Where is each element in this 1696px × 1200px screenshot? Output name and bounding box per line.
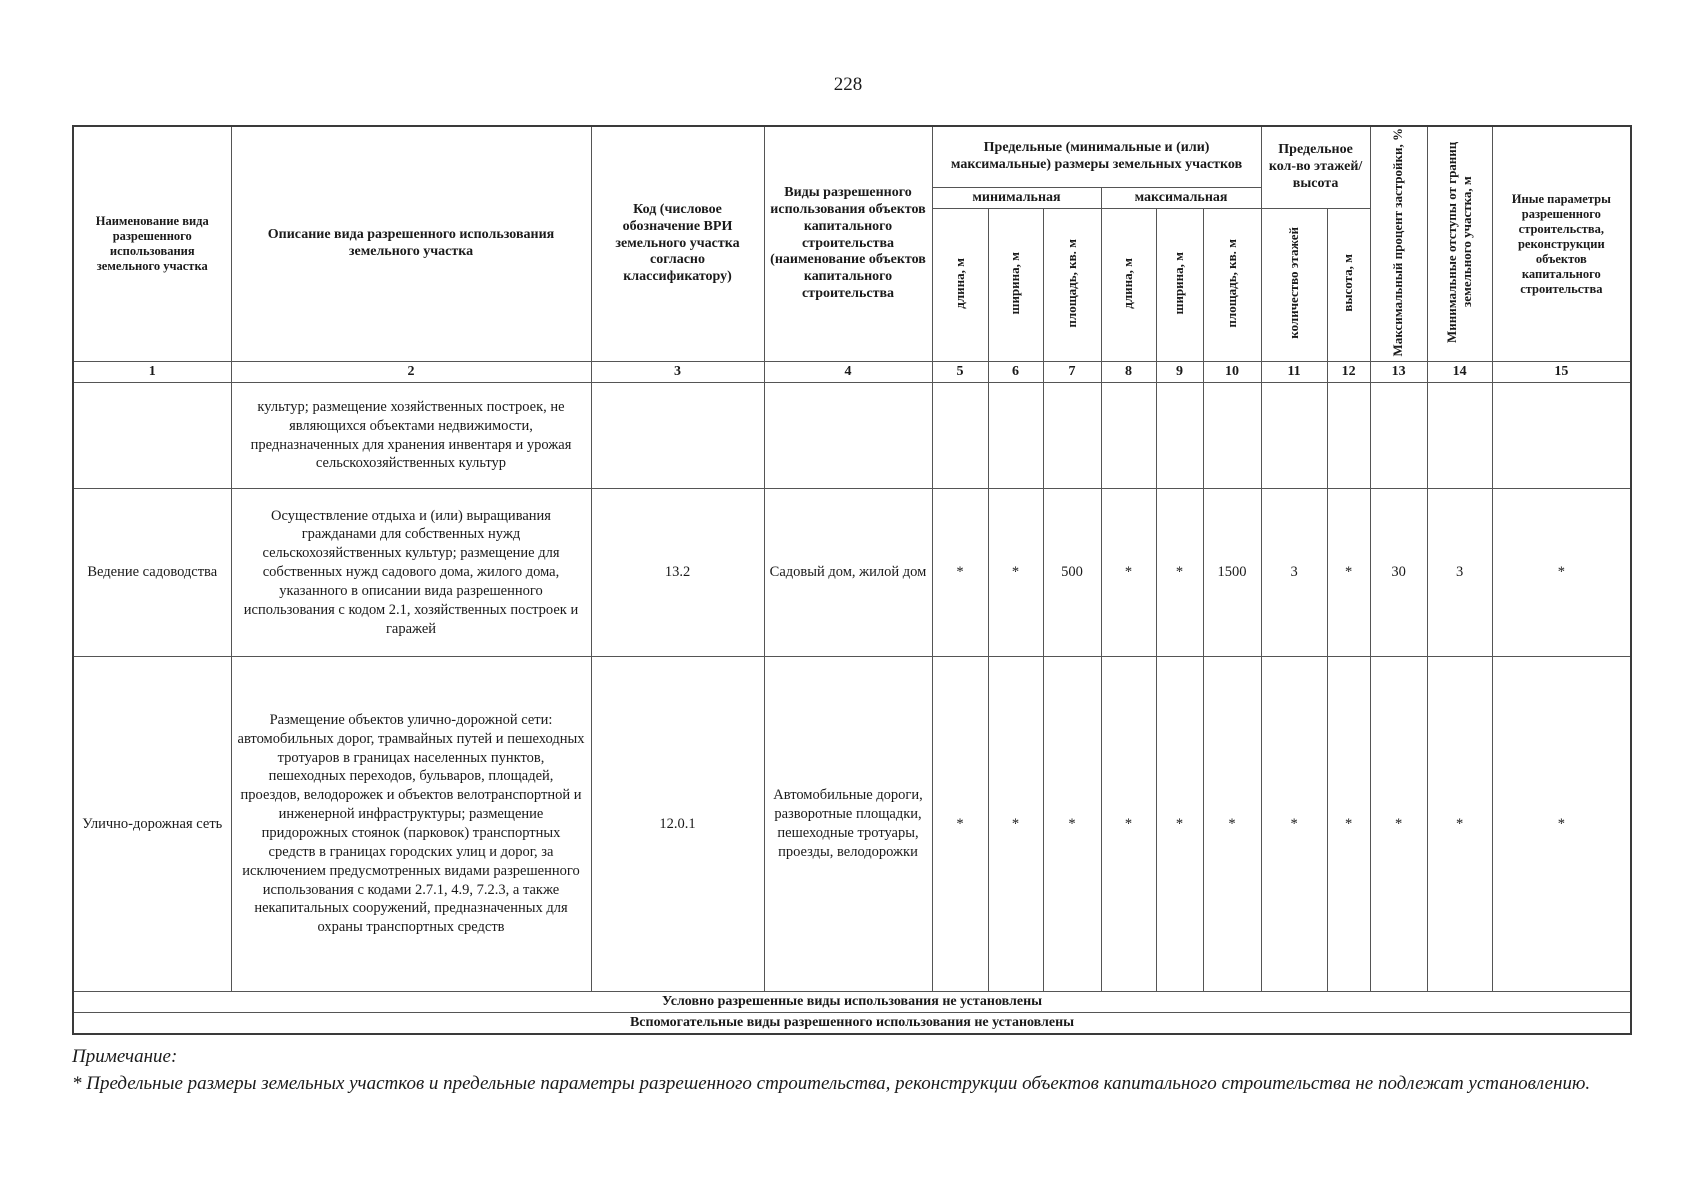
column-number: 4 [764, 362, 932, 383]
row-value: * [932, 489, 988, 657]
row-name [73, 383, 231, 489]
row-value: * [1327, 489, 1370, 657]
row-value: * [1427, 657, 1492, 992]
row-value: * [1327, 657, 1370, 992]
row-value: * [1261, 657, 1327, 992]
header-description: Описание вида разрешенного использования земельного участка [231, 126, 591, 362]
row-value: * [1492, 489, 1631, 657]
footnote-title: Примечание: [72, 1046, 178, 1067]
row-value: * [1492, 657, 1631, 992]
header-row-1 [73, 126, 1631, 188]
row-value [932, 383, 988, 489]
column-number: 10 [1203, 362, 1261, 383]
row-value: 3 [1261, 489, 1327, 657]
column-number: 14 [1427, 362, 1492, 383]
row-code: 12.0.1 [591, 657, 764, 992]
column-numbers-row [73, 362, 1631, 383]
row-value: 500 [1043, 489, 1101, 657]
column-number: 5 [932, 362, 988, 383]
header-code: Код (числовое обозначение ВРИ земельного участка согласно классификатору) [591, 126, 764, 362]
row-value [1327, 383, 1370, 489]
header-max-length: длина, м [1101, 209, 1156, 362]
header-max-percent: Максимальный процент застройки, % [1370, 126, 1427, 362]
column-number: 15 [1492, 362, 1631, 383]
column-number: 8 [1101, 362, 1156, 383]
header-min-length: длина, м [932, 209, 988, 362]
column-number: 3 [591, 362, 764, 383]
row-value: * [1156, 657, 1203, 992]
header-height: высота, м [1327, 209, 1370, 362]
row-value: * [988, 657, 1043, 992]
table-row [73, 657, 1631, 992]
row-value: * [988, 489, 1043, 657]
table-row [73, 383, 1631, 489]
row-description: культур; размещение хозяйственных построек, не являющихся объектами недвижимости, предназначенных для хранения инвентаря и урожая сельскохозяйственных культур [231, 383, 591, 489]
header-group-floors: Предельное кол-во этажей/ высота [1261, 126, 1370, 209]
column-number: 11 [1261, 362, 1327, 383]
column-number: 7 [1043, 362, 1101, 383]
header-floors-count: количество этажей [1261, 209, 1327, 362]
header-max-area: площадь, кв. м [1203, 209, 1261, 362]
header-group-min: минимальная [932, 188, 1101, 209]
row-value [1261, 383, 1327, 489]
header-min-setback: Минимальные отступы от границ земельного участка, м [1427, 126, 1492, 362]
row-value: * [1101, 657, 1156, 992]
row-description: Размещение объектов улично-дорожной сети: автомобильных дорог, трамвайных путей и пешеходных тротуаров в границах населенных пунктов, пешеходных переходов, бульваров, площадей, проездов, велодорожек и объектов велотранспортной и инженерной инфраструктуры; размещение придорожных стоянок (парковок) транспортных средств в границах городских улиц и дорог, за исключением предусмотренных видами разрешенного использования с кодами 2.7.1, 4.9, 7.2.3, а также некапитальных сооружений, предназначенных для охраны транспортных средств [231, 657, 591, 992]
row-value: * [932, 657, 988, 992]
header-objects: Виды разрешенного использования объектов капитального строительства (наименование объектов капитального строительства [764, 126, 932, 362]
row-value: * [1370, 657, 1427, 992]
conditional-use-note: Условно разрешенные виды использования не установлены [73, 992, 1631, 1013]
row-value: 30 [1370, 489, 1427, 657]
auxiliary-use-note: Вспомогательные виды разрешенного использования не установлены [73, 1013, 1631, 1035]
column-number: 12 [1327, 362, 1370, 383]
row-objects: Садовый дом, жилой дом [764, 489, 932, 657]
row-value [988, 383, 1043, 489]
table-row [73, 489, 1631, 657]
footnote-text: * Предельные размеры земельных участков и предельные параметры разрешенного строительства, реконструкции объектов капитального строительства не подлежат установлению. [72, 1072, 1591, 1094]
row-value: * [1043, 657, 1101, 992]
row-value: * [1203, 657, 1261, 992]
conditional-use-row [73, 992, 1631, 1013]
page-number: 228 [833, 74, 863, 95]
row-value [1492, 383, 1631, 489]
row-objects: Автомобильные дороги, разворотные площадки, пешеходные тротуары, проезды, велодорожки [764, 657, 932, 992]
row-value [1043, 383, 1101, 489]
row-name: Улично-дорожная сеть [73, 657, 231, 992]
footnote [72, 1044, 1632, 1097]
row-value [1427, 383, 1492, 489]
column-number: 2 [231, 362, 591, 383]
row-value: 3 [1427, 489, 1492, 657]
header-group-max: максимальная [1101, 188, 1261, 209]
column-number: 1 [73, 362, 231, 383]
header-group-sizes: Предельные (минимальные и (или) максимальные) размеры земельных участков [932, 126, 1261, 188]
column-number: 6 [988, 362, 1043, 383]
column-number: 13 [1370, 362, 1427, 383]
column-number: 9 [1156, 362, 1203, 383]
row-value [1101, 383, 1156, 489]
row-value: * [1156, 489, 1203, 657]
header-max-width: ширина, м [1156, 209, 1203, 362]
row-value [1156, 383, 1203, 489]
row-code: 13.2 [591, 489, 764, 657]
row-name: Ведение садоводства [73, 489, 231, 657]
land-use-table [72, 125, 1632, 1035]
header-name: Наименование вида разрешенного использования земельного участка [73, 126, 231, 362]
row-value [1370, 383, 1427, 489]
row-objects [764, 383, 932, 489]
row-description: Осуществление отдыха и (или) выращивания гражданами для собственных нужд сельскохозяйственных культур; размещение для собственных нужд садового дома, жилого дома, указанного в описании вида разрешенного использования с кодом 2.1, хозяйственных построек и гаражей [231, 489, 591, 657]
header-min-width: ширина, м [988, 209, 1043, 362]
header-other: Иные параметры разрешенного строительства, реконструкции объектов капитального строительства [1492, 126, 1631, 362]
auxiliary-use-row [73, 1013, 1631, 1035]
row-value: * [1101, 489, 1156, 657]
row-value [1203, 383, 1261, 489]
row-code [591, 383, 764, 489]
row-value: 1500 [1203, 489, 1261, 657]
header-min-area: площадь, кв. м [1043, 209, 1101, 362]
